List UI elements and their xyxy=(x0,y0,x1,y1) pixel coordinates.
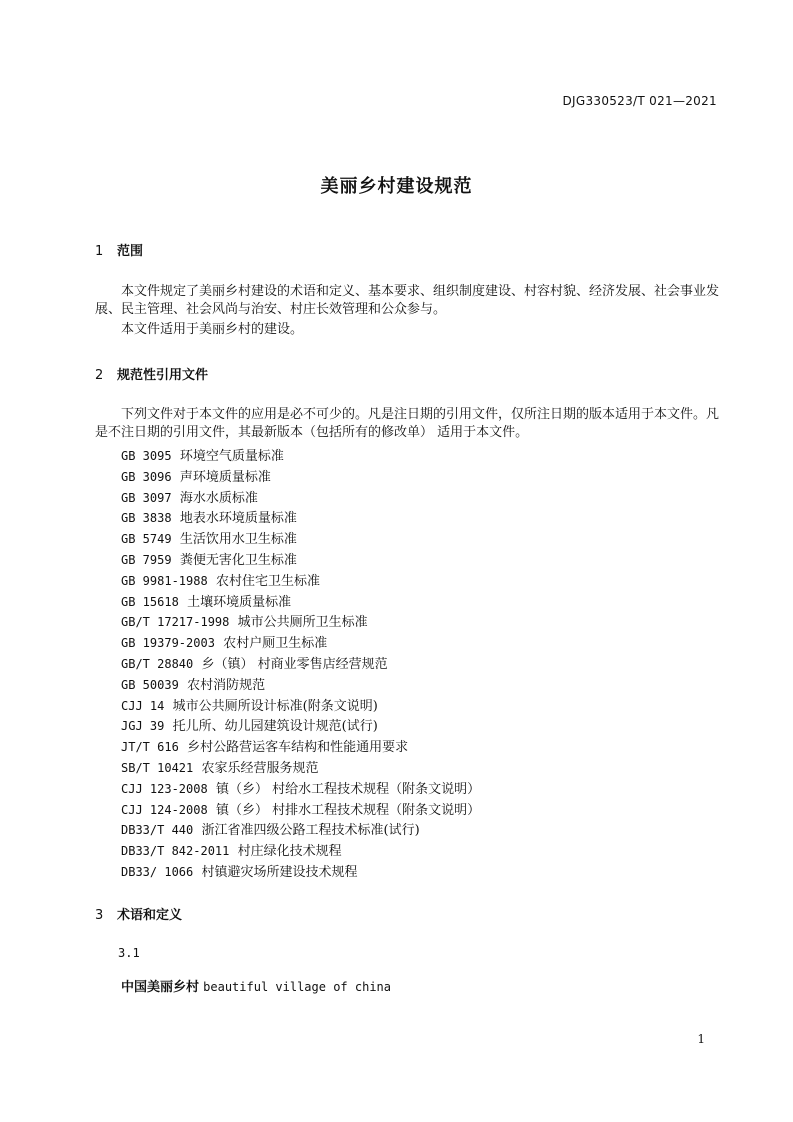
reference-code: GB/T 17217-1998 xyxy=(121,615,230,630)
reference-name: 农村消防规范 xyxy=(187,677,266,693)
reference-name: 地表水环境质量标准 xyxy=(179,511,297,527)
reference-code: GB 7959 xyxy=(121,553,172,567)
section-1-title: 范围 xyxy=(117,244,144,259)
reference-code: DB33/T 842-2011 xyxy=(121,844,230,859)
reference-name: 农家乐经营服务规范 xyxy=(201,761,319,776)
reference-item xyxy=(121,696,378,717)
reference-code: DB33/T 440 xyxy=(121,823,194,838)
reference-name: 海水水质标准 xyxy=(179,490,258,506)
reference-name: 生活饮用水卫生标准 xyxy=(179,532,297,548)
section-2-heading xyxy=(95,364,208,383)
reference-code: DB33/ 1066 xyxy=(121,865,194,879)
term-chinese: 中国美丽乡村 xyxy=(121,980,200,995)
section-3-number: 3 xyxy=(95,908,104,923)
reference-name: 农村住宅卫生标准 xyxy=(215,573,320,589)
reference-code: GB 3095 xyxy=(121,449,172,463)
term-entry xyxy=(121,976,391,995)
reference-code: GB 19379-2003 xyxy=(121,636,215,651)
reference-name: 城市公共厕所卫生标准 xyxy=(237,615,368,631)
reference-item xyxy=(121,737,408,758)
reference-code: GB 15618 xyxy=(121,594,179,609)
reference-name: 镇（乡） 村给水工程技术规程（附条文说明） xyxy=(215,781,481,797)
reference-item xyxy=(121,820,420,841)
reference-item xyxy=(121,633,327,654)
reference-item xyxy=(121,758,319,779)
page-number: 1 xyxy=(697,1032,705,1046)
reference-code: GB 9981-1988 xyxy=(121,573,208,588)
reference-item xyxy=(121,841,342,862)
reference-item xyxy=(121,550,297,571)
reference-name: 农村户厕卫生标准 xyxy=(223,636,328,652)
section-1-paragraph-2: 本文件适用于美丽乡村的建设。 xyxy=(121,322,304,337)
reference-name: 浙江省准四级公路工程技术标准(试行) xyxy=(201,823,420,839)
section-1-number: 1 xyxy=(95,244,104,259)
reference-item xyxy=(121,612,368,633)
reference-code: JT/T 616 xyxy=(121,740,179,755)
section-2-number: 2 xyxy=(95,368,104,383)
reference-name: 村庄绿化技术规程 xyxy=(237,844,342,860)
section-2-paragraph: 下列文件对于本文件的应用是必不可少的。凡是注日期的引用文件，仅所注日期的版本适用于本文件。凡是不注日期的引用文件，其最新版本（包括所有的修改单） 适用于本文件。 xyxy=(95,407,720,440)
subsection-number: 3.1 xyxy=(118,946,140,960)
section-3-title: 术语和定义 xyxy=(117,908,183,923)
reference-code: JGJ 39 xyxy=(121,719,165,734)
reference-code: CJJ 123-2008 xyxy=(121,781,208,796)
term-english: beautiful village of china xyxy=(203,980,391,994)
reference-name: 乡（镇） 村商业零售店经营规范 xyxy=(201,657,388,672)
section-1-paragraph-1: 本文件规定了美丽乡村建设的术语和定义、基本要求、组织制度建设、村容村貌、经济发展、社会事业发展、民主管理、社会风尚与治安、村庄长效管理和公众参与。 xyxy=(95,284,720,317)
reference-item xyxy=(121,467,271,488)
reference-code: GB 3097 xyxy=(121,490,172,505)
reference-name: 声环境质量标准 xyxy=(179,469,271,485)
reference-code: GB/T 28840 xyxy=(121,657,194,671)
reference-item xyxy=(121,488,258,509)
section-3-heading xyxy=(95,904,182,923)
reference-item xyxy=(121,716,378,737)
reference-code: GB 50039 xyxy=(121,677,179,692)
section-2-title: 规范性引用文件 xyxy=(117,368,209,383)
reference-item xyxy=(121,446,284,467)
document-code: DJG330523/T 021—2021 xyxy=(562,94,717,108)
reference-item xyxy=(121,508,297,529)
reference-name: 镇（乡） 村排水工程技术规程（附条文说明） xyxy=(215,802,481,818)
reference-code: CJJ 124-2008 xyxy=(121,802,208,817)
reference-item xyxy=(121,571,320,592)
reference-item xyxy=(121,862,358,883)
reference-code: GB 3096 xyxy=(121,469,172,484)
reference-name: 土壤环境质量标准 xyxy=(187,594,292,610)
reference-code: SB/T 10421 xyxy=(121,761,194,775)
reference-code: GB 5749 xyxy=(121,532,172,547)
reference-item xyxy=(121,779,480,800)
reference-name: 环境空气质量标准 xyxy=(179,449,284,464)
reference-item xyxy=(121,592,291,613)
reference-name: 粪便无害化卫生标准 xyxy=(179,553,297,568)
reference-name: 村镇避灾场所建设技术规程 xyxy=(201,865,358,880)
reference-name: 乡村公路营运客车结构和性能通用要求 xyxy=(187,740,409,756)
document-title: 美丽乡村建设规范 xyxy=(320,176,473,197)
reference-item xyxy=(121,529,297,550)
reference-item xyxy=(121,800,480,821)
section-1-heading xyxy=(95,240,143,259)
reference-item xyxy=(121,654,388,675)
reference-name: 城市公共厕所设计标准(附条文说明) xyxy=(172,698,378,714)
reference-name: 托儿所、幼儿园建筑设计规范(试行) xyxy=(172,719,378,735)
reference-code: CJJ 14 xyxy=(121,698,165,713)
reference-code: GB 3838 xyxy=(121,511,172,526)
reference-item xyxy=(121,675,265,696)
